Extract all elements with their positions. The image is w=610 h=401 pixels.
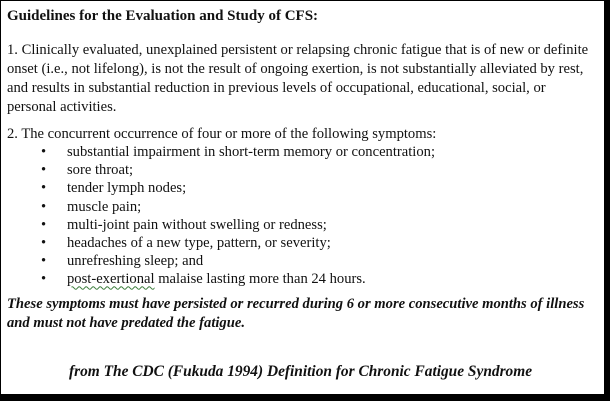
bullet-icon: • bbox=[41, 216, 47, 233]
symptom-text: muscle pain; bbox=[67, 198, 142, 215]
list-item bbox=[41, 161, 435, 179]
symptom-text: sore throat; bbox=[67, 162, 134, 179]
bullet-icon: • bbox=[41, 235, 47, 252]
bullet-icon: • bbox=[41, 162, 47, 179]
list-item bbox=[41, 252, 435, 270]
spellcheck-flagged-word: post-exertional bbox=[67, 271, 155, 288]
criterion-2-intro: 2. The concurrent occurrence of four or more of the following symptoms: bbox=[7, 126, 437, 142]
bullet-icon: • bbox=[41, 198, 47, 215]
symptom-text: unrefreshing sleep; and bbox=[67, 253, 204, 270]
symptom-text: multi-joint pain without swelling or redness; bbox=[67, 216, 327, 233]
list-item bbox=[41, 198, 435, 216]
duration-note: These symptoms must have persisted or recurred during 6 or more consecutive months of illness and must not have predated the fatigue. bbox=[7, 296, 585, 331]
symptom-text: substantial impairment in short-term memory or concentration; bbox=[67, 144, 435, 160]
criterion-1-text: 1. Clinically evaluated, unexplained persistent or relapsing chronic fatigue that is of new or definite onset (i.e., not lifelong), is not the result of ongoing exertion, is not substantially alleviated by rest, and results in substantial reduction in previous levels of occupational, educational, social, or personal activities. bbox=[7, 42, 589, 115]
symptom-text: tender lymph nodes; bbox=[67, 180, 187, 197]
list-item bbox=[41, 270, 435, 288]
bullet-icon: • bbox=[41, 144, 47, 160]
source-attribution: from The CDC (Fukuda 1994) Definition for Chronic Fatigue Syndrome bbox=[69, 363, 533, 380]
list-item bbox=[41, 179, 435, 197]
symptom-text: malaise lasting more than 24 hours. bbox=[154, 271, 366, 288]
bullet-icon: • bbox=[41, 180, 47, 197]
list-item bbox=[41, 216, 435, 234]
list-item bbox=[41, 234, 435, 252]
bullet-icon: • bbox=[41, 271, 47, 288]
document-heading: Guidelines for the Evaluation and Study of CFS: bbox=[7, 8, 319, 24]
symptom-text: headaches of a new type, pattern, or severity; bbox=[67, 235, 331, 252]
bullet-icon: • bbox=[41, 253, 47, 270]
list-item bbox=[41, 143, 435, 161]
symptom-list bbox=[41, 143, 435, 289]
